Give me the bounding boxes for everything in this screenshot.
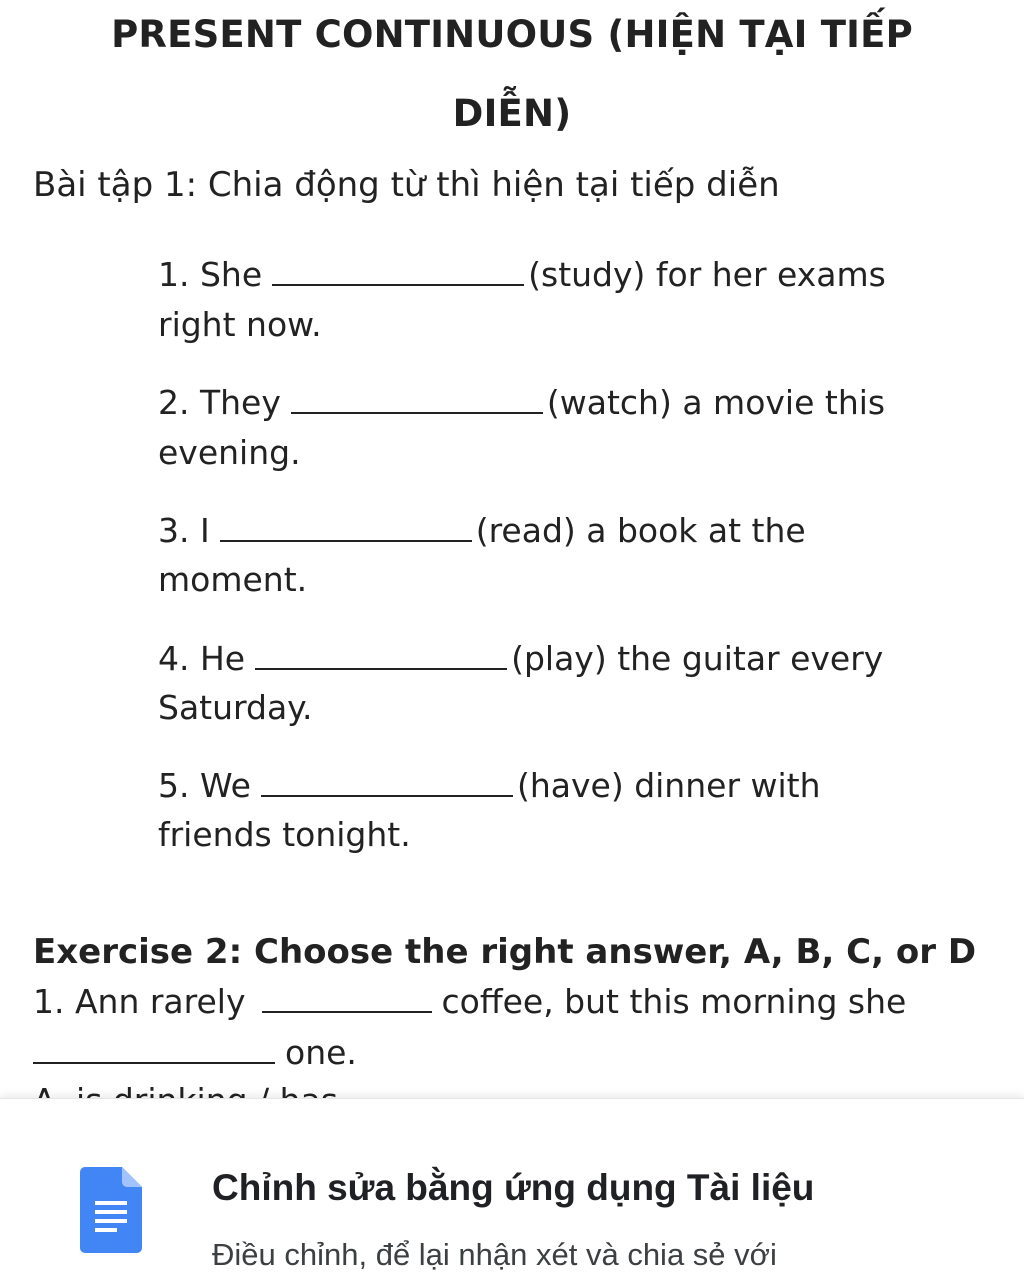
exercise1-question-1-continuation: right now. (158, 305, 322, 344)
exercise1-question-1 (158, 255, 886, 294)
answer-blank (291, 388, 543, 414)
exercise2-question-1-continuation (33, 1033, 357, 1072)
question-part1: 1. Ann rarely (33, 982, 246, 1021)
answer-blank (33, 1038, 275, 1064)
question-prefix: 3. I (158, 511, 210, 550)
answer-blank (272, 260, 524, 286)
question-part3: one. (285, 1033, 357, 1072)
answer-blank (255, 644, 507, 670)
question-suffix: (have) dinner with (516, 766, 821, 805)
exercise1-question-2 (158, 383, 886, 422)
exercise1-question-3-continuation: moment. (158, 560, 308, 599)
answer-blank (262, 987, 432, 1013)
exercise1-question-2-continuation: evening. (158, 433, 301, 472)
question-prefix: 1. She (158, 255, 263, 294)
question-suffix: (study) for her exams (528, 255, 886, 294)
google-docs-icon (80, 1167, 142, 1253)
exercise1-heading: Bài tập 1: Chia động từ thì hiện tại tiếp diễn (33, 165, 780, 205)
exercise2-question-1 (33, 982, 907, 1021)
answer-blank (220, 516, 472, 542)
question-prefix: 5. We (158, 766, 251, 805)
answer-blank (261, 771, 513, 797)
document-title-line2: DIỄN) (452, 92, 572, 135)
question-part2: coffee, but this morning she (441, 982, 907, 1021)
open-in-docs-app-banner[interactable] (0, 1098, 1024, 1279)
question-suffix: (play) the guitar every (511, 639, 884, 678)
exercise2-heading: Exercise 2: Choose the right answer, A, B, C, or D (33, 932, 977, 972)
exercise1-question-4 (158, 639, 884, 678)
question-suffix: (read) a book at the (475, 511, 806, 550)
question-suffix: (watch) a movie this (546, 383, 886, 422)
exercise1-question-3 (158, 511, 806, 550)
question-prefix: 2. They (158, 383, 281, 422)
banner-title: Chỉnh sửa bằng ứng dụng Tài liệu (212, 1167, 815, 1208)
exercise1-question-5-continuation: friends tonight. (158, 815, 411, 854)
document-title-line1: PRESENT CONTINUOUS (HIỆN TẠI TIẾP (111, 13, 913, 56)
exercise1-question-5 (158, 766, 821, 805)
question-prefix: 4. He (158, 639, 246, 678)
exercise1-question-4-continuation: Saturday. (158, 688, 313, 727)
banner-subtitle: Điều chỉnh, để lại nhận xét và chia sẻ với (212, 1237, 777, 1272)
